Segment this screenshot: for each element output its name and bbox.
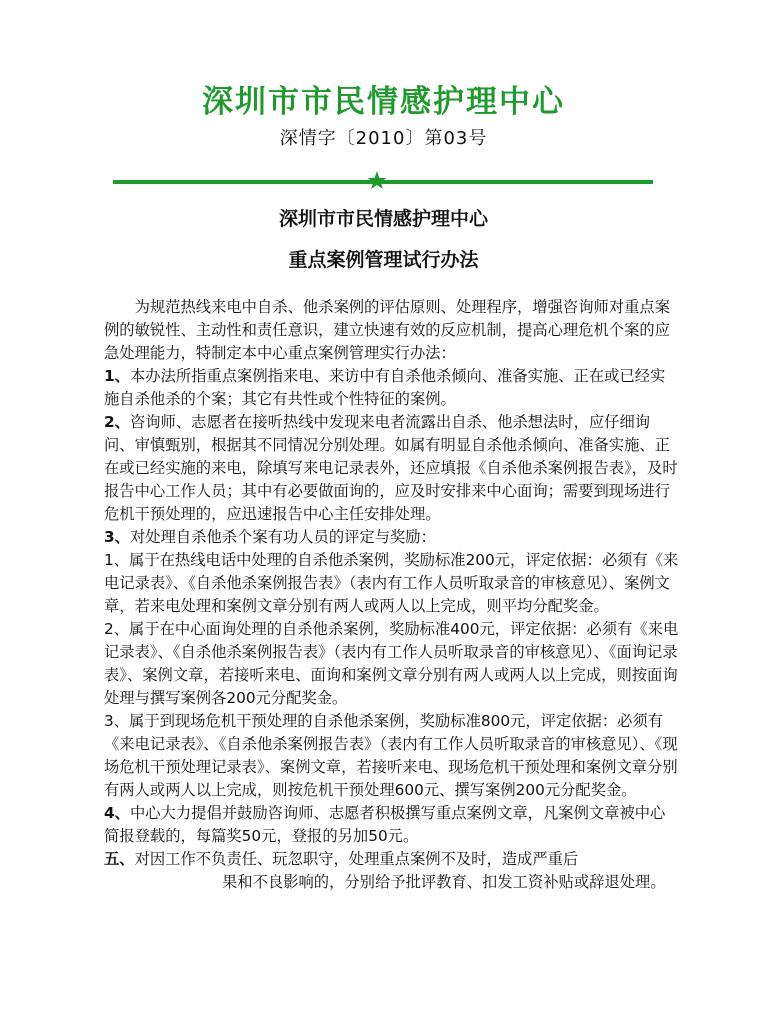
item-3 [104, 526, 679, 549]
item-number: 3、 [104, 528, 130, 546]
item-text: 中心大力提倡并鼓励咨询师、志愿者积极撰写重点案例文章，凡案例文章被中心简报登载的，每篇奖50元，登报的另加50元。 [104, 804, 666, 845]
sub-item-number: 2、 [104, 620, 130, 638]
item-number: 4、 [104, 804, 130, 822]
document-number: 深情字〔2010〕第03号 [279, 128, 488, 149]
star-icon: ★ [365, 166, 389, 195]
heading-line-1: 深圳市市民情感护理中心 [278, 208, 488, 230]
sub-item-number: 3、 [104, 712, 130, 730]
sub-item-3 [104, 710, 679, 802]
item-text: 对因工作不负责任、玩忽职守，处理重点案例不及时，造成严重后 [134, 850, 579, 868]
sub-item-text: 属于在热线电话中处理的自杀他杀案例，奖励标准200元，评定依据：必须有《来电记录表》、《自杀他杀案例报告表》（表内有工作人员听取录音的审核意见）、案例文章，若来电处理和案例文章分别有两人或两人以上完成，则平均分配奖金。 [104, 551, 679, 615]
heading-line-2: 重点案例管理试行办法 [288, 249, 479, 271]
item-1 [104, 365, 679, 411]
item-4 [104, 802, 679, 848]
item-number: 1、 [104, 367, 130, 385]
sub-item-text: 属于在中心面询处理的自杀他杀案例，奖励标准400元，评定依据：必须有《来电记录表》、《自杀他杀案例报告表》（表内有工作人员听取录音的审核意见）、《面询记录表》、案例文章，若接听来电、面询和案例文章分别有两人或两人以上完成，则按面询处理与撰写案例各200元分配奖金。 [104, 620, 679, 707]
item-text: 咨询师、志愿者在接听热线中发现来电者流露出自杀、他杀想法时，应仔细询问、审慎甄别，根据其不同情况分别处理。如属有明显自杀他杀倾向、准备实施、正在或已经实施的来电，除填写来电记录表外，还应填报《自杀他杀案例报告表》，及时报告中心工作人员；其中有必要做面询的，应及时安排来中心面询；需要到现场进行危机干预处理的，应迅速报告中心主任安排处理。 [104, 413, 678, 523]
sub-item-number: 1、 [104, 551, 130, 569]
item-number: 2、 [104, 413, 130, 431]
item-2 [104, 411, 679, 526]
item-text: 对处理自杀他杀个案有功人员的评定与奖励： [129, 528, 436, 546]
item-text: 本办法所指重点案例指来电、来访中有自杀他杀倾向、准备实施、正在或已经实施自杀他杀的个案；其它有共性或个性特征的案例。 [104, 367, 666, 408]
sub-item-1 [104, 549, 679, 618]
sub-item-2 [104, 618, 679, 710]
item-5-continuation: 果和不良影响的，分别给予批评教育、扣发工资补贴或辞退处理。 [222, 873, 666, 891]
sub-item-text: 属于到现场危机干预处理的自杀他杀案例，奖励标准800元，评定依据：必须有《来电记录表》、《自杀他杀案例报告表》（表内有工作人员听取录音的审核意见）、《现场危机干预处理记录表》、案例文章，若接听来电、现场危机干预处理和案例文章分别有两人或两人以上完成，则按危机干预处理600元、撰写案例200元分配奖金。 [104, 712, 678, 799]
org-title: 深圳市市民情感护理中心 [202, 84, 565, 120]
intro-paragraph: 为规范热线来电中自杀、他杀案例的评估原则、处理程序，增强咨询师对重点案例的敏锐性、主动性和责任意识，建立快速有效的反应机制，提高心理危机个案的应急处理能力，特制定本中心重点案例管理实行办法： [104, 298, 670, 362]
item-number: 五、 [104, 850, 135, 868]
document-body [104, 296, 679, 894]
item-5 [104, 848, 679, 871]
